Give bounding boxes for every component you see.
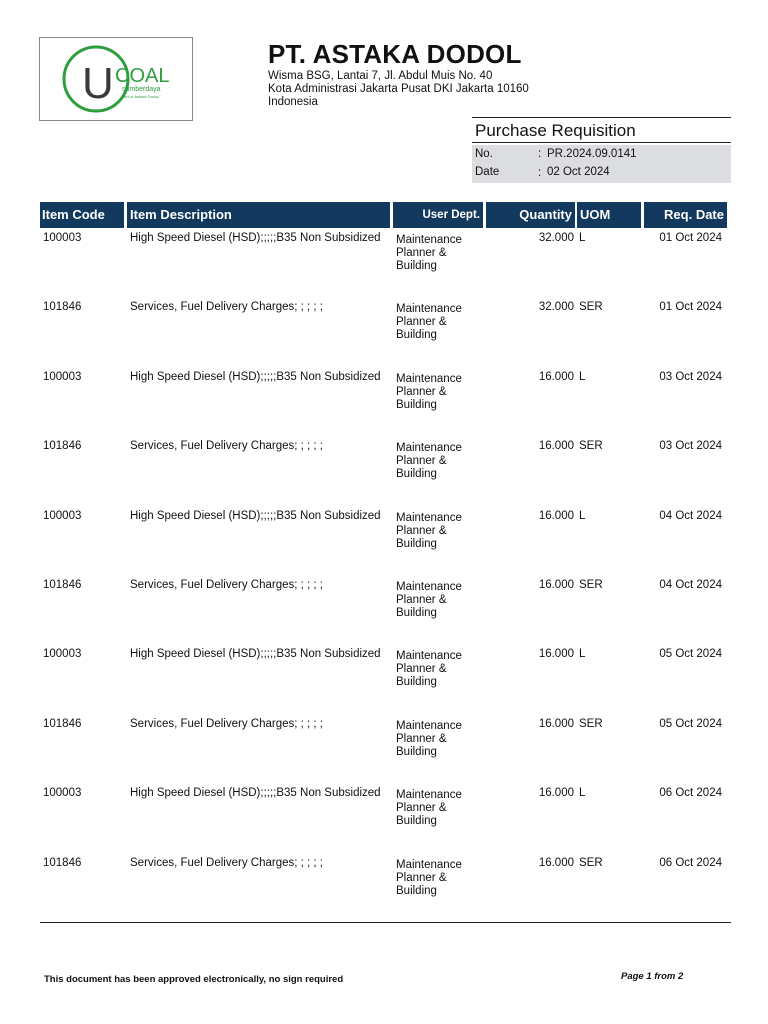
cell-quantity: 16.000 [538, 718, 574, 730]
cell-uom: SER [579, 718, 603, 730]
cell-req-date: 01 Oct 2024 [659, 232, 722, 244]
cell-item-description: High Speed Diesel (HSD);;;;;B35 Non Subsidized [130, 648, 381, 660]
pr-number-colon: : [538, 148, 542, 160]
cell-user-dept: Maintenance Planner & Building [396, 650, 462, 688]
cell-item-code: 101846 [43, 857, 82, 869]
logo-tagline: sumberdaya [122, 86, 161, 93]
header-quantity: Quantity [486, 202, 575, 228]
header-item-code: Item Code [40, 202, 124, 228]
approval-note: This document has been approved electronically, no sign required [44, 974, 344, 985]
cell-quantity: 16.000 [538, 510, 574, 522]
cell-req-date: 03 Oct 2024 [659, 371, 722, 383]
cell-req-date: 05 Oct 2024 [659, 648, 722, 660]
cell-uom: L [579, 232, 586, 244]
cell-user-dept: Maintenance Planner & Building [396, 581, 462, 619]
cell-req-date: 06 Oct 2024 [659, 787, 722, 799]
pr-number-label: No. [475, 148, 493, 160]
cell-item-code: 100003 [43, 648, 82, 660]
cell-item-code: 100003 [43, 371, 82, 383]
cell-item-description: Services, Fuel Delivery Charges; ; ; ; ; [130, 440, 324, 452]
logo-letter: U [82, 59, 114, 108]
cell-item-code: 100003 [43, 787, 82, 799]
cell-req-date: 06 Oct 2024 [659, 857, 722, 869]
cell-item-code: 100003 [43, 232, 82, 244]
company-address-line-2: Kota Administrasi Jakarta Pusat DKI Jakarta 10160 [268, 83, 529, 95]
cell-uom: SER [579, 301, 603, 313]
pr-date-value: 02 Oct 2024 [547, 166, 610, 178]
cell-item-code: 100003 [43, 510, 82, 522]
cell-user-dept: Maintenance Planner & Building [396, 303, 462, 341]
table-bottom-rule [40, 922, 731, 923]
cell-item-description: High Speed Diesel (HSD);;;;;B35 Non Subsidized [130, 510, 381, 522]
page-indicator: Page 1 from 2 [621, 971, 684, 982]
cell-req-date: 01 Oct 2024 [659, 301, 722, 313]
cell-quantity: 16.000 [538, 787, 574, 799]
company-logo [39, 37, 193, 121]
cell-item-code: 101846 [43, 579, 82, 591]
cell-uom: L [579, 787, 586, 799]
cell-item-code: 101846 [43, 440, 82, 452]
pr-date-colon: : [538, 167, 542, 179]
company-address-line-1: Wisma BSG, Lantai 7, Jl. Abdul Muis No. 40 [268, 70, 493, 82]
cell-item-code: 101846 [43, 301, 82, 313]
cell-req-date: 03 Oct 2024 [659, 440, 722, 452]
cell-quantity: 16.000 [538, 648, 574, 660]
logo-brand: COAL [115, 65, 170, 87]
cell-item-description: Services, Fuel Delivery Charges; ; ; ; ; [130, 857, 324, 869]
cell-quantity: 16.000 [538, 579, 574, 591]
cell-item-description: Services, Fuel Delivery Charges; ; ; ; ; [130, 579, 324, 591]
pr-date-label: Date [475, 166, 500, 178]
cell-uom: SER [579, 857, 603, 869]
cell-item-description: High Speed Diesel (HSD);;;;;B35 Non Subsidized [130, 787, 381, 799]
cell-uom: SER [579, 579, 603, 591]
cell-user-dept: Maintenance Planner & Building [396, 859, 462, 897]
company-name: PT. ASTAKA DODOL [268, 39, 522, 69]
cell-user-dept: Maintenance Planner & Building [396, 373, 462, 411]
document-title: Purchase Requisition [475, 121, 636, 140]
cell-user-dept: Maintenance Planner & Building [396, 512, 462, 550]
cell-quantity: 32.000 [538, 301, 574, 313]
cell-quantity: 16.000 [538, 440, 574, 452]
document-title-bar [472, 117, 731, 143]
cell-item-description: Services, Fuel Delivery Charges; ; ; ; ; [130, 301, 324, 313]
ucoal-logo-icon [40, 38, 194, 122]
cell-item-description: Services, Fuel Delivery Charges; ; ; ; ; [130, 718, 324, 730]
header-uom: UOM [577, 202, 641, 228]
cell-item-code: 101846 [43, 718, 82, 730]
cell-quantity: 16.000 [538, 857, 574, 869]
company-address-line-3: Indonesia [268, 96, 318, 108]
header-item-description: Item Description [127, 202, 390, 228]
cell-quantity: 32.000 [538, 232, 574, 244]
cell-item-description: High Speed Diesel (HSD);;;;;B35 Non Subsidized [130, 232, 381, 244]
header-req-date: Req. Date [644, 202, 727, 228]
document-meta [472, 145, 731, 183]
cell-uom: L [579, 371, 586, 383]
cell-quantity: 16.000 [538, 371, 574, 383]
cell-req-date: 04 Oct 2024 [659, 510, 722, 522]
cell-user-dept: Maintenance Planner & Building [396, 234, 462, 272]
cell-req-date: 05 Oct 2024 [659, 718, 722, 730]
header-user-dept: User Dept. [393, 202, 483, 228]
cell-user-dept: Maintenance Planner & Building [396, 720, 462, 758]
cell-item-description: High Speed Diesel (HSD);;;;;B35 Non Subsidized [130, 371, 381, 383]
cell-user-dept: Maintenance Planner & Building [396, 789, 462, 827]
pr-number-value: PR.2024.09.0141 [547, 148, 637, 160]
cell-req-date: 04 Oct 2024 [659, 579, 722, 591]
logo-subtagline: part of Astaka Group [122, 94, 159, 99]
cell-user-dept: Maintenance Planner & Building [396, 442, 462, 480]
cell-uom: SER [579, 440, 603, 452]
cell-uom: L [579, 510, 586, 522]
cell-uom: L [579, 648, 586, 660]
